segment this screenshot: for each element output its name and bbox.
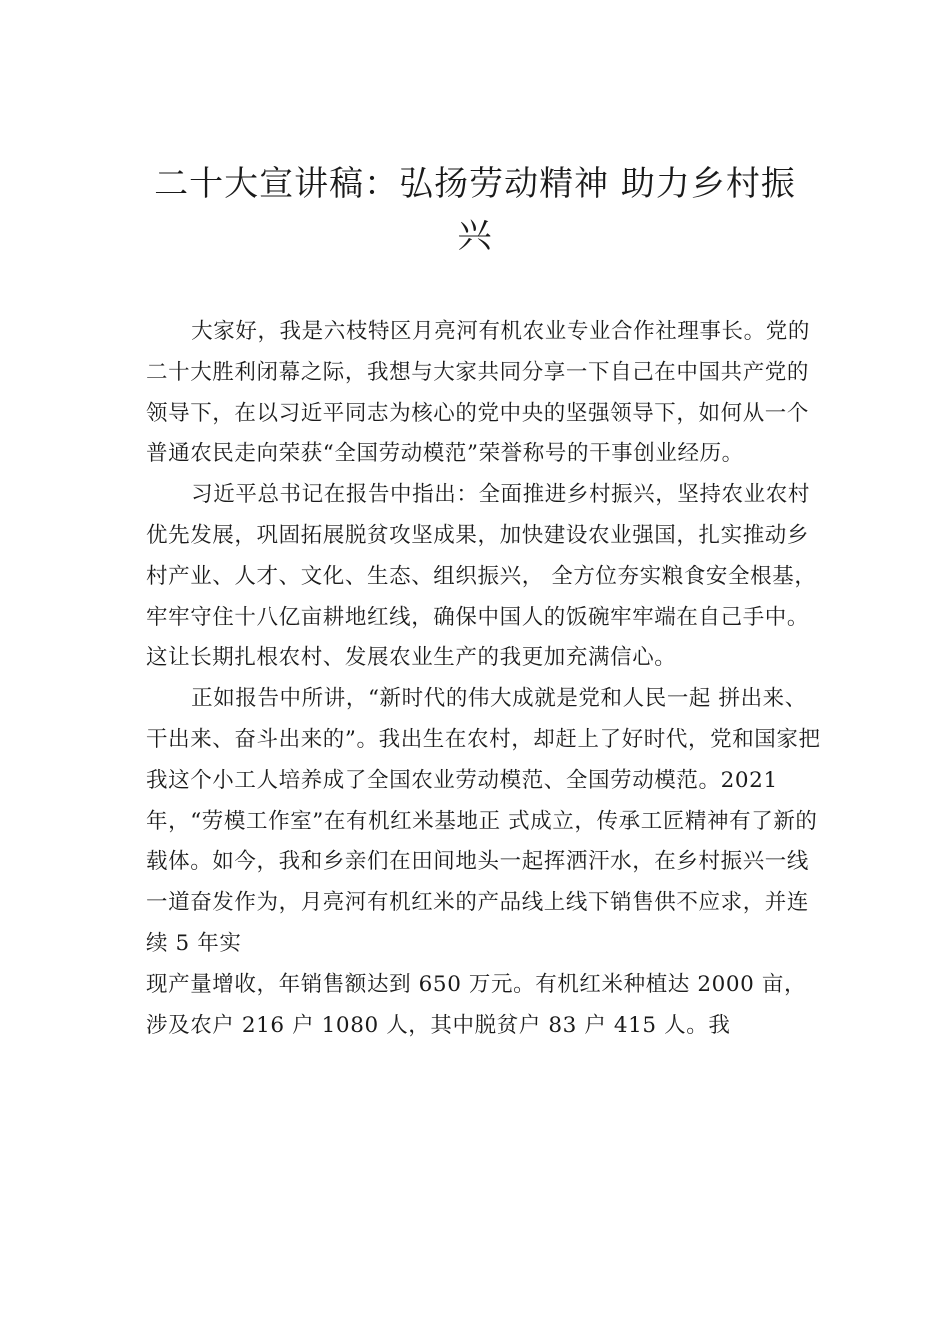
document-title (140, 158, 810, 262)
document-body (146, 312, 822, 1046)
title-line-2: 兴 (457, 216, 493, 256)
title-line-1: 二十大宣讲稿：弘扬劳动精神 助力乡村振 (154, 164, 796, 204)
paragraph-continuation: 现产量增收，年销售额达到 650 万元。有机红米种植达 2000 亩，涉及农户 216 户 1080 人，其中脱贫户 83 户 415 人。我 (146, 971, 807, 1038)
paragraph-report-quote: 习近平总书记在报告中指出：全面推进乡村振兴，坚持农业农村优先发展，巩固拓展脱贫攻坚成果，加快建设农业强国，扎实推动乡村产业、人才、文化、生态、组织振兴， 全方位夯实粮食安全根基，牢牢守住十八亿亩耕地红线，确保中国人的饭碗牢牢端在自己手中。这让长期扎根农村、发展农业生产的我更加充满信心。 (146, 482, 817, 671)
paragraph-achievements: 正如报告中所讲，“新时代的伟大成就是党和人民一起 拼出来、干出来、奋斗出来的”。我出生在农村，却赶上了好时代，党和国家把我这个小工人培养成了全国农业劳动模范、全国劳动模范。2021 年，“劳模工作室”在有机红米基地正 式成立，传承工匠精神有了新的载体。如今，我和乡亲们在田间地头一起挥洒汗水，在乡村振兴一线一道奋发作为，月亮河有机红米的产品线上线下销售供不应求，并连续 5 年实 (146, 686, 821, 956)
paragraph-intro: 大家好，我是六枝特区月亮河有机农业专业合作社理事长。党的二十大胜利闭幕之际，我想与大家共同分享一下自己在中国共产党的领导下，在以习近平同志为核心的党中央的坚强领导下，如何从一个普通农民走向荣获“全国劳动模范”荣誉称号的干事创业经历。 (146, 319, 810, 467)
